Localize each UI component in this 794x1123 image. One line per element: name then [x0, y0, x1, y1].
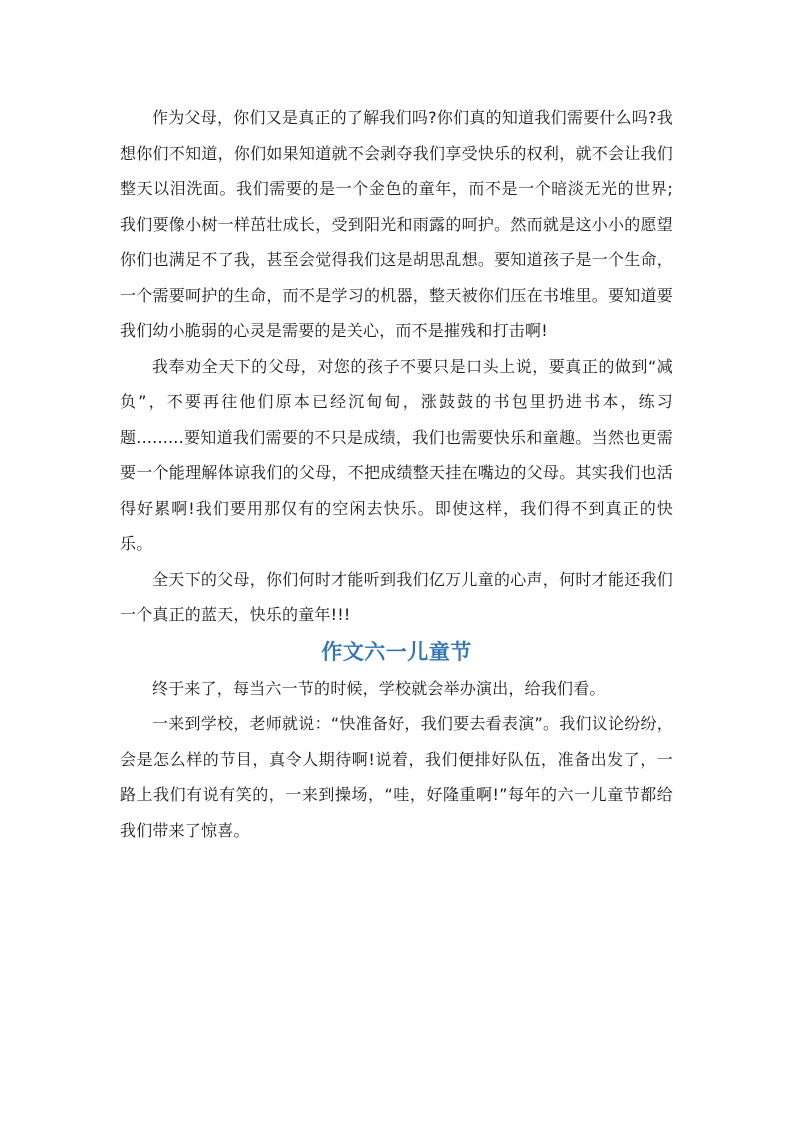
paragraph-advice-to-parents: 我奉劝全天下的父母，对您的孩子不要只是口头上说，要真正的做到“减负”，不要再往他们原本已经沉甸甸，涨鼓鼓的书包里扔进书本，练习题.........要知道我们需要的不只是成绩，我们也需要快乐和童趣。当然也更需要一个能理解体谅我们的父母，不把成绩整天挂在嘴边的父母。其实我们也活得好累啊!我们要用那仅有的空闲去快乐。即使这样，我们得不到真正的快乐。	[120, 356, 673, 553]
paragraph-childrens-day-intro: 终于来了，每当六一节的时候，学校就会举办演出，给我们看。	[152, 678, 606, 698]
paragraph-parents-understanding: 作为父母，你们又是真正的了解我们吗?你们真的知道我们需要什么吗?我想你们不知道，你们如果知道就不会剥夺我们享受快乐的权利，就不会让我们整天以泪洗面。我们需要的是一个金色的童年，而不是一个暗淡无光的世界;我们要像小树一样茁壮成长，受到阳光和雨露的呵护。然而就是这小小的愿望你们也满足不了我，甚至会觉得我们这是胡思乱想。要知道孩子是一个生命，一个需要呵护的生命，而不是学习的机器，整天被你们压在书堆里。要知道要我们幼小脆弱的心灵是需要的是关心，而不是摧残和打击啊!	[120, 108, 673, 340]
paragraph-childrens-day-story: 一来到学校，老师就说：“快准备好，我们要去看表演”。我们议论纷纷，会是怎么样的节目，真令人期待啊!说着，我们便排好队伍，准备出发了，一路上我们有说有笑的，一来到操场，“哇，好隆重啊!”每年的六一儿童节都给我们带来了惊喜。	[120, 714, 673, 840]
document-page	[120, 100, 673, 848]
section-title: 作文六一儿童节	[321, 639, 472, 664]
paragraph-closing-plea: 全天下的父母，你们何时才能听到我们亿万儿童的心声，何时才能还我们一个真正的蓝天，快乐的童年!!!	[120, 569, 673, 624]
